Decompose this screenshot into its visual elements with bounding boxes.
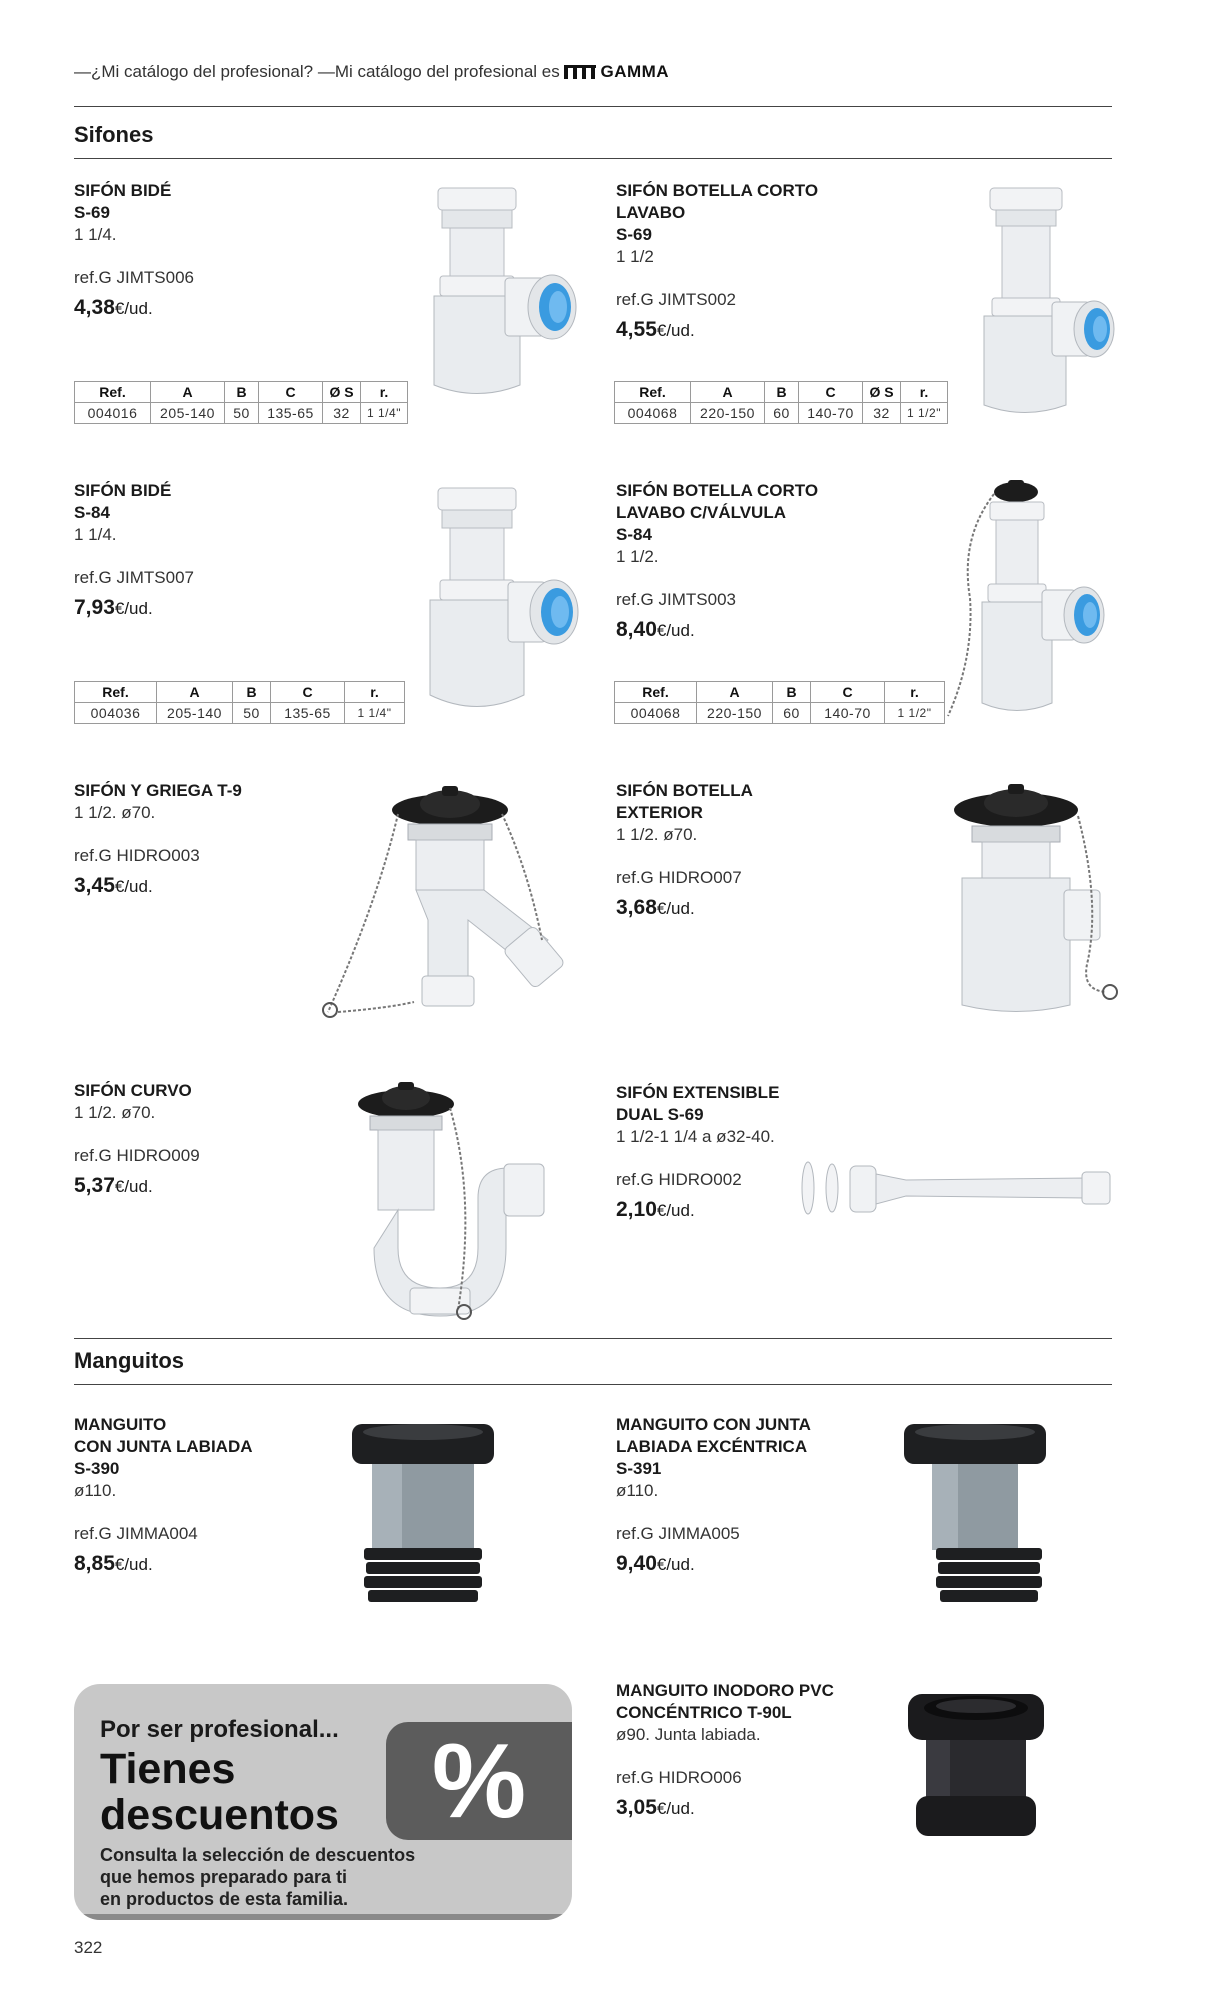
product-spec: 1 1/4. [74, 525, 117, 544]
manguito-s391-image [900, 1418, 1050, 1608]
price-amount: 4,38 [74, 296, 115, 319]
product-name-line: S-69 [616, 225, 652, 244]
catalog-tagline [74, 62, 669, 82]
table-header: A [151, 382, 225, 403]
product-price [74, 296, 434, 320]
page-number: 322 [74, 1938, 103, 1957]
product-name-line: LABIADA EXCÉNTRICA [616, 1437, 808, 1456]
promo-body [100, 1844, 440, 1910]
tagline-answer: —Mi catálogo del profesional es [317, 62, 560, 81]
table-cell: 1 1/2" [901, 403, 948, 424]
product-sifon-botella-corto-s69 [616, 180, 976, 342]
table-cell: 32 [323, 403, 361, 424]
product-name-line: S-390 [74, 1459, 120, 1478]
product-price [74, 596, 434, 620]
product-name-line: S-69 [74, 203, 110, 222]
spec-table-sifon-bide-s69 [74, 381, 408, 424]
table-cell: 220-150 [691, 403, 765, 424]
table-header: r. [885, 682, 945, 703]
product-spec: ø110. [616, 1481, 659, 1500]
section-rule-manguitos [74, 1384, 1112, 1385]
table-header: r. [361, 382, 408, 403]
table-cell: 60 [765, 403, 799, 424]
price-amount: 8,40 [616, 618, 657, 641]
product-spec: 1 1/2. [616, 547, 659, 566]
header-rule [74, 106, 1112, 107]
sifon-botella-valvula-s84-image [930, 478, 1120, 728]
price-unit: €/ud. [656, 321, 695, 340]
table-cell: 50 [233, 703, 271, 724]
product-spec: 1 1/2. ø70. [74, 803, 156, 822]
table-header: B [233, 682, 271, 703]
promo-bottom-edge [74, 1914, 572, 1920]
spec-table-sifon-bide-s84 [74, 681, 405, 724]
product-name-line: S-84 [616, 525, 652, 544]
manguito-s390-image [348, 1418, 498, 1608]
product-name-line: DUAL S-69 [616, 1105, 704, 1124]
table-cell: 50 [225, 403, 259, 424]
table-header: C [799, 382, 863, 403]
price-unit: €/ud. [656, 1201, 695, 1220]
promo-body-line: Consulta la selección de descuentos [100, 1845, 416, 1865]
table-cell: 135-65 [259, 403, 323, 424]
table-header: Ref. [615, 682, 697, 703]
table-cell: 1 1/4" [361, 403, 408, 424]
product-name-line: SIFÓN BOTELLA [616, 781, 753, 800]
price-amount: 7,93 [74, 596, 115, 619]
promo-headline-line: Tienes [100, 1745, 236, 1793]
sifon-botella-exterior-image [930, 780, 1120, 1020]
sifon-bide-s84-image [410, 480, 590, 720]
product-ref: ref.G JIMTS006 [74, 268, 194, 287]
tagline-question: —¿Mi catálogo del profesional? [74, 62, 314, 81]
sifon-extensible-image [796, 1150, 1116, 1230]
product-price [616, 618, 976, 642]
table-cell: 004016 [75, 403, 151, 424]
table-header: A [697, 682, 773, 703]
product-sifon-bide-s69 [74, 180, 434, 320]
table-header: B [765, 382, 799, 403]
product-sifon-botella-valvula-s84 [616, 480, 976, 642]
product-spec: ø90. Junta labiada. [616, 1725, 761, 1744]
spec-table-sifon-botella-valvula-s84 [614, 681, 945, 724]
product-name-line: CON JUNTA LABIADA [74, 1437, 253, 1456]
percent-badge [386, 1722, 572, 1840]
price-unit: €/ud. [114, 299, 153, 318]
price-unit: €/ud. [656, 1799, 695, 1818]
spec-table-sifon-botella-corto-s69 [614, 381, 948, 424]
sifon-bide-s69-image [410, 180, 590, 405]
product-name-line: CONCÉNTRICO T-90L [616, 1703, 792, 1722]
product-name-line: EXTERIOR [616, 803, 703, 822]
table-cell: 140-70 [799, 403, 863, 424]
table-header: Ø S [323, 382, 361, 403]
product-name-line: SIFÓN Y GRIEGA T-9 [74, 781, 242, 800]
promo-body-line: en productos de esta familia. [100, 1889, 349, 1909]
promo-headline-line: descuentos [100, 1791, 339, 1839]
table-header: Ref. [615, 382, 691, 403]
price-amount: 4,55 [616, 318, 657, 341]
price-unit: €/ud. [114, 1555, 153, 1574]
section-rule-manguitos-top [74, 1338, 1112, 1339]
price-amount: 5,37 [74, 1174, 115, 1197]
table-cell: 004036 [75, 703, 157, 724]
price-unit: €/ud. [114, 599, 153, 618]
product-spec: 1 1/4. [74, 225, 117, 244]
product-name-line: LAVABO C/VÁLVULA [616, 503, 786, 522]
promo-body-line: que hemos preparado para ti [100, 1867, 348, 1887]
price-amount: 2,10 [616, 1198, 657, 1221]
table-header: C [259, 382, 323, 403]
table-cell: 135-65 [271, 703, 345, 724]
product-name-line: LAVABO [616, 203, 686, 222]
price-amount: 3,68 [616, 896, 657, 919]
price-unit: €/ud. [114, 877, 153, 896]
table-header: A [157, 682, 233, 703]
product-name-line: MANGUITO [74, 1415, 167, 1434]
table-header: Ø S [863, 382, 901, 403]
promo-kicker: Por ser profesional... [100, 1716, 339, 1743]
table-header: A [691, 382, 765, 403]
product-ref: ref.G HIDRO003 [74, 846, 200, 865]
table-header: C [811, 682, 885, 703]
professional-discount-banner [74, 1684, 572, 1920]
manguito-inodoro-image [896, 1684, 1056, 1844]
price-unit: €/ud. [114, 1177, 153, 1196]
product-name-line: MANGUITO INODORO PVC [616, 1681, 834, 1700]
price-unit: €/ud. [656, 899, 695, 918]
table-cell: 1 1/4" [345, 703, 405, 724]
product-sifon-botella-exterior [616, 780, 976, 920]
sifon-curvo-image [346, 1078, 566, 1328]
product-spec: 1 1/2. ø70. [616, 825, 698, 844]
product-name-line: SIFÓN CURVO [74, 1081, 192, 1100]
product-spec: ø110. [74, 1481, 117, 1500]
price-amount: 3,05 [616, 1796, 657, 1819]
price-amount: 9,40 [616, 1552, 657, 1575]
price-amount: 8,85 [74, 1552, 115, 1575]
product-spec: 1 1/2. ø70. [74, 1103, 156, 1122]
promo-headline [100, 1746, 380, 1838]
table-header: r. [901, 382, 948, 403]
product-name-line: SIFÓN BOTELLA CORTO [616, 181, 819, 200]
section-title-sifones: Sifones [74, 122, 154, 147]
table-cell: 205-140 [157, 703, 233, 724]
product-spec: 1 1/2-1 1/4 a ø32-40. [616, 1127, 775, 1146]
product-spec: 1 1/2 [616, 247, 654, 266]
product-ref: ref.G HIDRO007 [616, 868, 742, 887]
table-header: B [225, 382, 259, 403]
section-rule-sifones [74, 158, 1112, 159]
product-sifon-bide-s84 [74, 480, 434, 620]
product-ref: ref.G HIDRO006 [616, 1768, 742, 1787]
gamma-logo-icon [564, 63, 596, 79]
price-unit: €/ud. [656, 1555, 695, 1574]
table-cell: 004068 [615, 403, 691, 424]
product-price [616, 318, 976, 342]
product-ref: ref.G JIMTS007 [74, 568, 194, 587]
table-header: Ref. [75, 682, 157, 703]
product-name-line: S-391 [616, 1459, 662, 1478]
price-unit: €/ud. [656, 621, 695, 640]
table-header: Ref. [75, 382, 151, 403]
sifon-griega-t9-image [318, 780, 578, 1022]
product-price [616, 896, 976, 920]
product-name-line: S-84 [74, 503, 110, 522]
table-cell: 60 [773, 703, 811, 724]
brand-name: GAMMA [600, 62, 670, 81]
percent-icon: % [431, 1722, 527, 1840]
product-name-line: SIFÓN EXTENSIBLE [616, 1083, 780, 1102]
price-amount: 3,45 [74, 874, 115, 897]
product-name-line: MANGUITO CON JUNTA [616, 1415, 811, 1434]
table-cell: 205-140 [151, 403, 225, 424]
product-ref: ref.G HIDRO009 [74, 1146, 200, 1165]
table-header: B [773, 682, 811, 703]
product-ref: ref.G JIMTS002 [616, 290, 736, 309]
table-cell: 140-70 [811, 703, 885, 724]
product-name-line: SIFÓN BOTELLA CORTO [616, 481, 819, 500]
table-cell: 220-150 [697, 703, 773, 724]
product-name-line: SIFÓN BIDÉ [74, 181, 172, 200]
product-name-line: SIFÓN BIDÉ [74, 481, 172, 500]
table-header: C [271, 682, 345, 703]
sifon-botella-corto-s69-image [960, 180, 1120, 425]
product-ref: ref.G JIMMA005 [616, 1524, 740, 1543]
table-cell: 004068 [615, 703, 697, 724]
product-ref: ref.G JIMMA004 [74, 1524, 198, 1543]
table-cell: 32 [863, 403, 901, 424]
product-ref: ref.G HIDRO002 [616, 1170, 742, 1189]
section-title-manguitos: Manguitos [74, 1348, 184, 1373]
table-cell: 1 1/2" [885, 703, 945, 724]
product-ref: ref.G JIMTS003 [616, 590, 736, 609]
table-header: r. [345, 682, 405, 703]
